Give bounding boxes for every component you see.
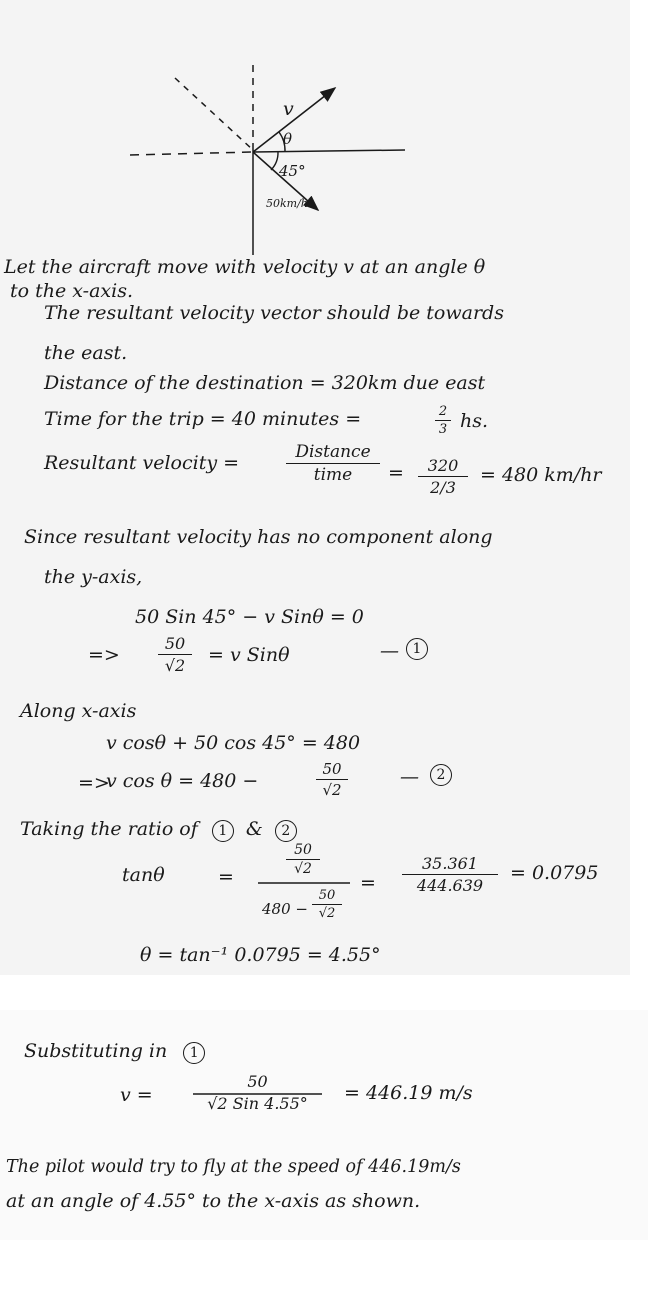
angle-45-label: 45° <box>279 162 306 180</box>
x-axis-dashed <box>130 152 253 155</box>
eq1-fraction: 50 √2 <box>158 634 192 675</box>
x-axis-solid <box>253 150 405 152</box>
45-arc <box>271 152 278 170</box>
tan-numerator-value: 35.361 <box>422 854 478 873</box>
line-6a: Since resultant velocity has no component along <box>24 526 493 548</box>
line-1a: Let the aircraft move with velocity v at an angle θ <box>4 256 486 278</box>
substituting-line: Substituting in 1 <box>24 1040 205 1064</box>
line-4 <box>44 408 361 430</box>
theta-result-line: θ = tan⁻¹ 0.0795 = 4.55° <box>140 944 381 966</box>
theta-label: θ <box>283 130 293 148</box>
eq2-fraction: 50 √2 <box>316 760 348 799</box>
v-numerator: 50 <box>247 1072 268 1091</box>
line-3: Distance of the destination = 320km due east <box>44 372 486 394</box>
tan-numerator-fraction: 50 √2 <box>286 842 320 877</box>
fraction-distance: Distance <box>295 442 371 462</box>
ratio-line: Taking the ratio of 1 & 2 <box>20 818 297 842</box>
line-2a: The resultant velocity vector should be towards <box>44 302 504 324</box>
fraction-time: time <box>313 465 353 485</box>
resultant-velocity-value: = 480 km/hr <box>480 464 602 486</box>
v-fraction <box>193 1072 322 1113</box>
fraction-320: 320 <box>427 456 459 475</box>
time-fraction-den: 3 <box>438 422 448 437</box>
substituting-tag: 1 <box>183 1042 205 1064</box>
line-2b: the east. <box>44 342 128 364</box>
tan-denominator-fraction: 50 √2 <box>312 888 342 921</box>
diagonal-dashed <box>175 78 253 150</box>
tan-denominator-value: 444.639 <box>416 876 484 895</box>
line-7: Along x-axis <box>20 700 137 722</box>
distance-time-fraction <box>286 442 380 485</box>
tan-denominator-left: 480 − <box>262 900 308 918</box>
fraction-two-thirds: 2/3 <box>430 478 456 497</box>
time-fraction-num: 2 <box>438 404 448 419</box>
line-6b: the y-axis, <box>44 566 143 588</box>
final-line-a: The pilot would try to fly at the speed of 446.19m/s <box>6 1157 461 1177</box>
implies-arrow-2: => <box>78 772 110 794</box>
wind-speed-label: 50km/h <box>266 197 308 210</box>
equation-1-tag: 1 <box>406 638 428 660</box>
v-equals-label: v = <box>120 1084 153 1106</box>
equation-1-dash: — <box>380 640 399 662</box>
velocity-arrow <box>253 88 335 152</box>
tan-theta-label: tanθ <box>122 864 165 886</box>
time-fraction <box>435 404 451 437</box>
ratio-tag-2: 2 <box>275 820 297 842</box>
equation-1a: 50 Sin 45° − v Sinθ = 0 <box>135 606 364 628</box>
ratio-tag-1: 1 <box>212 820 234 842</box>
final-line-b: at an angle of 4.55° to the x-axis as shown. <box>6 1190 421 1212</box>
resultant-velocity-label: Resultant velocity = <box>44 452 240 474</box>
tan-numeric-fraction <box>402 854 498 895</box>
equation-1b: = v Sinθ <box>208 644 290 666</box>
equation-2a: v cosθ + 50 cos 45° = 480 <box>106 732 361 754</box>
tan-result: = 0.0795 <box>510 862 599 884</box>
tan-equals-2: = <box>360 872 376 894</box>
time-label: Time for the trip = 40 minutes = <box>44 408 362 430</box>
equation-2-tag: 2 <box>430 764 452 786</box>
tan-equals-1: = <box>218 866 234 888</box>
distance-fraction <box>418 456 468 497</box>
equation-2b: v cos θ = 480 − <box>106 770 259 792</box>
v-result: = 446.19 m/s <box>344 1082 473 1104</box>
implies-arrow-1: => <box>88 644 120 666</box>
line-1b: to the x-axis. <box>10 280 133 302</box>
equals-sign-1: = <box>388 462 404 484</box>
time-unit: hs. <box>460 410 489 432</box>
v-label: v <box>283 98 294 120</box>
equation-2-dash: — <box>400 766 419 788</box>
v-denominator: √2 Sin 4.55° <box>207 1094 308 1113</box>
